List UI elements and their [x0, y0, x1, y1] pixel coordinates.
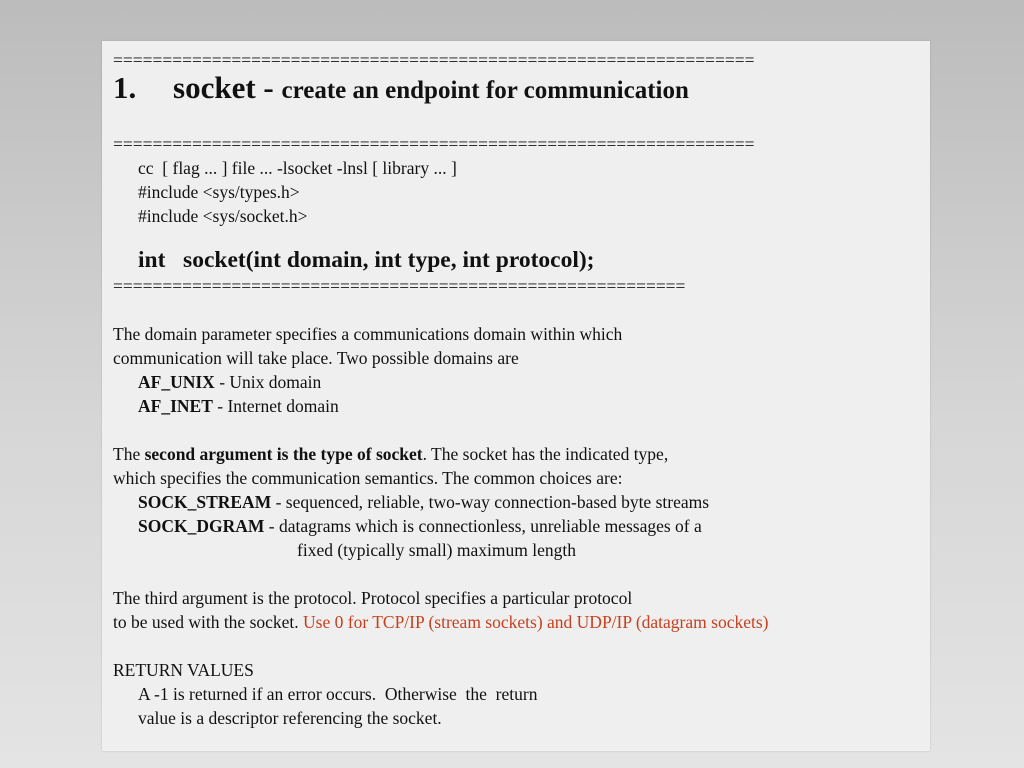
- function-prototype: int socket(int domain, int type, int protocol);: [138, 247, 595, 273]
- separator-top: =================================================================: [113, 50, 755, 70]
- type-para-bold: second argument is the type of socket: [144, 444, 423, 464]
- synopsis-compile: cc [ flag ... ] file ... -lsocket -lnsl [ library ... ]: [138, 158, 457, 178]
- title-subtitle: create an endpoint for communication: [281, 77, 689, 104]
- type-para-line1: [113, 442, 924, 466]
- type-para-line2: which specifies the communication semantics. The common choices are:: [113, 468, 623, 488]
- domain-item-af-inet: [113, 394, 924, 418]
- protocol-highlight: Use 0 for TCP/IP (stream sockets) and UDP/IP (datagram sockets): [303, 612, 769, 632]
- protocol-para-prefix: to be used with the socket.: [113, 612, 304, 632]
- type-item-sock-stream: [113, 490, 924, 514]
- slide-content: [113, 48, 924, 730]
- type-desc: - datagrams which is connectionless, unreliable messages of a: [264, 516, 702, 536]
- type-item-continuation: fixed (typically small) maximum length: [297, 540, 576, 560]
- type-desc: - sequenced, reliable, two-way connection-based byte streams: [271, 492, 710, 512]
- domain-name: AF_UNIX: [138, 372, 215, 392]
- type-name: SOCK_DGRAM: [138, 516, 265, 536]
- domain-para-line1: The domain parameter specifies a communications domain within which: [113, 324, 623, 344]
- slide-panel: [102, 41, 930, 751]
- return-values-line1: A -1 is returned if an error occurs. Otherwise the return: [138, 684, 538, 704]
- return-values-line2: value is a descriptor referencing the socket.: [138, 708, 442, 728]
- domain-name: AF_INET: [138, 396, 213, 416]
- domain-desc: - Unix domain: [214, 372, 322, 392]
- type-name: SOCK_STREAM: [138, 492, 272, 512]
- title-main: socket -: [173, 70, 274, 105]
- type-para-suffix: . The socket has the indicated type,: [422, 444, 669, 464]
- synopsis-include-socket: #include <sys/socket.h>: [138, 206, 308, 226]
- separator-after-prototype: ==========================================================: [113, 276, 686, 296]
- protocol-para-line2: [113, 610, 924, 634]
- slide-title: [113, 72, 924, 112]
- title-number: 1.: [113, 70, 137, 105]
- synopsis-include-types: #include <sys/types.h>: [138, 182, 300, 202]
- return-values-heading: RETURN VALUES: [113, 660, 254, 680]
- separator-after-title: =================================================================: [113, 134, 755, 154]
- type-para-prefix: The: [113, 444, 145, 464]
- domain-para-line2: communication will take place. Two possible domains are: [113, 348, 519, 368]
- domain-desc: - Internet domain: [212, 396, 339, 416]
- protocol-para-line1: The third argument is the protocol. Protocol specifies a particular protocol: [113, 588, 633, 608]
- type-item-sock-dgram: [113, 514, 924, 538]
- domain-item-af-unix: [113, 370, 924, 394]
